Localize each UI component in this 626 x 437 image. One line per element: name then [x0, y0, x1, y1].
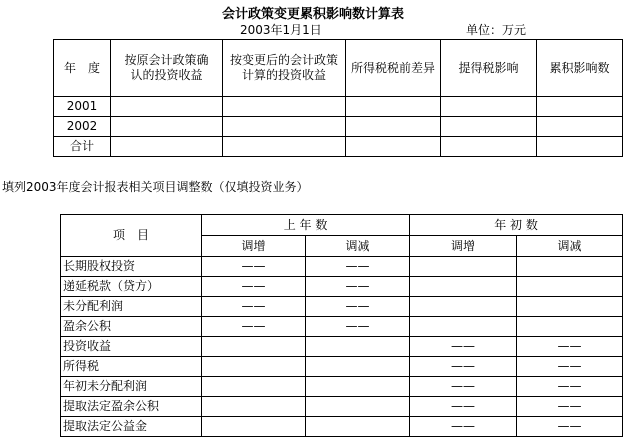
table-cell: [306, 337, 410, 357]
table-cell: [517, 257, 623, 277]
table-row: [54, 97, 623, 117]
col-header-new-income: 按变更后的会计政策计算的投资收益: [223, 40, 346, 97]
col-header-pretax-diff: 所得税税前差异: [346, 40, 441, 97]
table-cell: [306, 377, 410, 397]
table-cell: [346, 117, 441, 137]
col-group-begin-year: 年 初 数: [410, 215, 623, 236]
not-applicable-dash: ——: [306, 297, 410, 317]
table-cell: [441, 137, 537, 157]
row-item-label: 长期股权投资: [61, 257, 202, 277]
table-cell: [441, 117, 537, 137]
table-cell: [517, 277, 623, 297]
row-item-label: 递延税款（贷方）: [61, 277, 202, 297]
table-cell: [202, 337, 306, 357]
table-cell: [410, 277, 517, 297]
col-group-last-year: 上 年 数: [202, 215, 410, 236]
row-item-label: 所得税: [61, 357, 202, 377]
table-row: [61, 337, 623, 357]
not-applicable-dash: ——: [202, 297, 306, 317]
table-cell: [537, 97, 623, 117]
table-row: [61, 257, 623, 277]
not-applicable-dash: ——: [517, 337, 623, 357]
cumulative-effect-table: [53, 39, 623, 157]
table-cell: [441, 97, 537, 117]
col-header-year: 年 度: [54, 40, 111, 97]
col-header-cumulative: 累积影响数: [537, 40, 623, 97]
row-item-label: 年初未分配利润: [61, 377, 202, 397]
unit-label: 单位：万元: [466, 23, 527, 37]
col-header-item: 项 目: [61, 215, 202, 257]
col-header-decrease: 调减: [306, 236, 410, 257]
row-item-label: 未分配利润: [61, 297, 202, 317]
not-applicable-dash: ——: [306, 277, 410, 297]
table-cell: [111, 117, 223, 137]
table-cell: [306, 357, 410, 377]
row-item-label: 投资收益: [61, 337, 202, 357]
table-cell: [410, 317, 517, 337]
table-cell: [202, 397, 306, 417]
not-applicable-dash: ——: [517, 357, 623, 377]
table-row: [61, 377, 623, 397]
row-item-label: 提取法定公益金: [61, 417, 202, 437]
table-cell: [202, 377, 306, 397]
table-row: [54, 117, 623, 137]
table-cell: [306, 397, 410, 417]
table-cell: [410, 297, 517, 317]
not-applicable-dash: ——: [410, 397, 517, 417]
table-cell: [517, 317, 623, 337]
adjustment-note: 填列2003年度会计报表相关项目调整数（仅填投资业务）: [2, 180, 309, 194]
table-cell: [111, 97, 223, 117]
table-cell: [537, 117, 623, 137]
not-applicable-dash: ——: [410, 377, 517, 397]
not-applicable-dash: ——: [517, 417, 623, 437]
not-applicable-dash: ——: [202, 257, 306, 277]
table-row: [61, 357, 623, 377]
page-title: 会计政策变更累积影响数计算表: [221, 7, 404, 22]
table-cell: [537, 137, 623, 157]
table-row: [61, 297, 623, 317]
table-cell: [517, 297, 623, 317]
table-row: [54, 137, 623, 157]
col-header-decrease: 调减: [517, 236, 623, 257]
not-applicable-dash: ——: [202, 317, 306, 337]
not-applicable-dash: ——: [410, 357, 517, 377]
table-cell: [346, 137, 441, 157]
row-year-label: 2001: [54, 97, 111, 117]
col-header-original-income: 按原会计政策确认的投资收益: [111, 40, 223, 97]
row-year-label: 2002: [54, 117, 111, 137]
table-cell: [223, 117, 346, 137]
table-cell: [410, 257, 517, 277]
not-applicable-dash: ——: [517, 397, 623, 417]
table-cell: [346, 97, 441, 117]
adjustment-table: [60, 214, 623, 437]
not-applicable-dash: ——: [410, 337, 517, 357]
not-applicable-dash: ——: [202, 277, 306, 297]
col-header-tax-effect: 提得税影响: [441, 40, 537, 97]
table-cell: [223, 137, 346, 157]
row-item-label: 提取法定盈余公积: [61, 397, 202, 417]
col-header-increase: 调增: [410, 236, 517, 257]
row-total-label: 合计: [54, 137, 111, 157]
not-applicable-dash: ——: [517, 377, 623, 397]
table-row: [61, 397, 623, 417]
report-date: 2003年1月1日: [240, 23, 322, 37]
table1-header-row: [54, 40, 623, 97]
table-cell: [111, 137, 223, 157]
table-row: [61, 277, 623, 297]
col-header-increase: 调增: [202, 236, 306, 257]
row-item-label: 盈余公积: [61, 317, 202, 337]
not-applicable-dash: ——: [410, 417, 517, 437]
not-applicable-dash: ——: [306, 257, 410, 277]
table-cell: [202, 357, 306, 377]
table-cell: [223, 97, 346, 117]
table-row: [61, 317, 623, 337]
table2-group-header-row: [61, 215, 623, 236]
not-applicable-dash: ——: [306, 317, 410, 337]
